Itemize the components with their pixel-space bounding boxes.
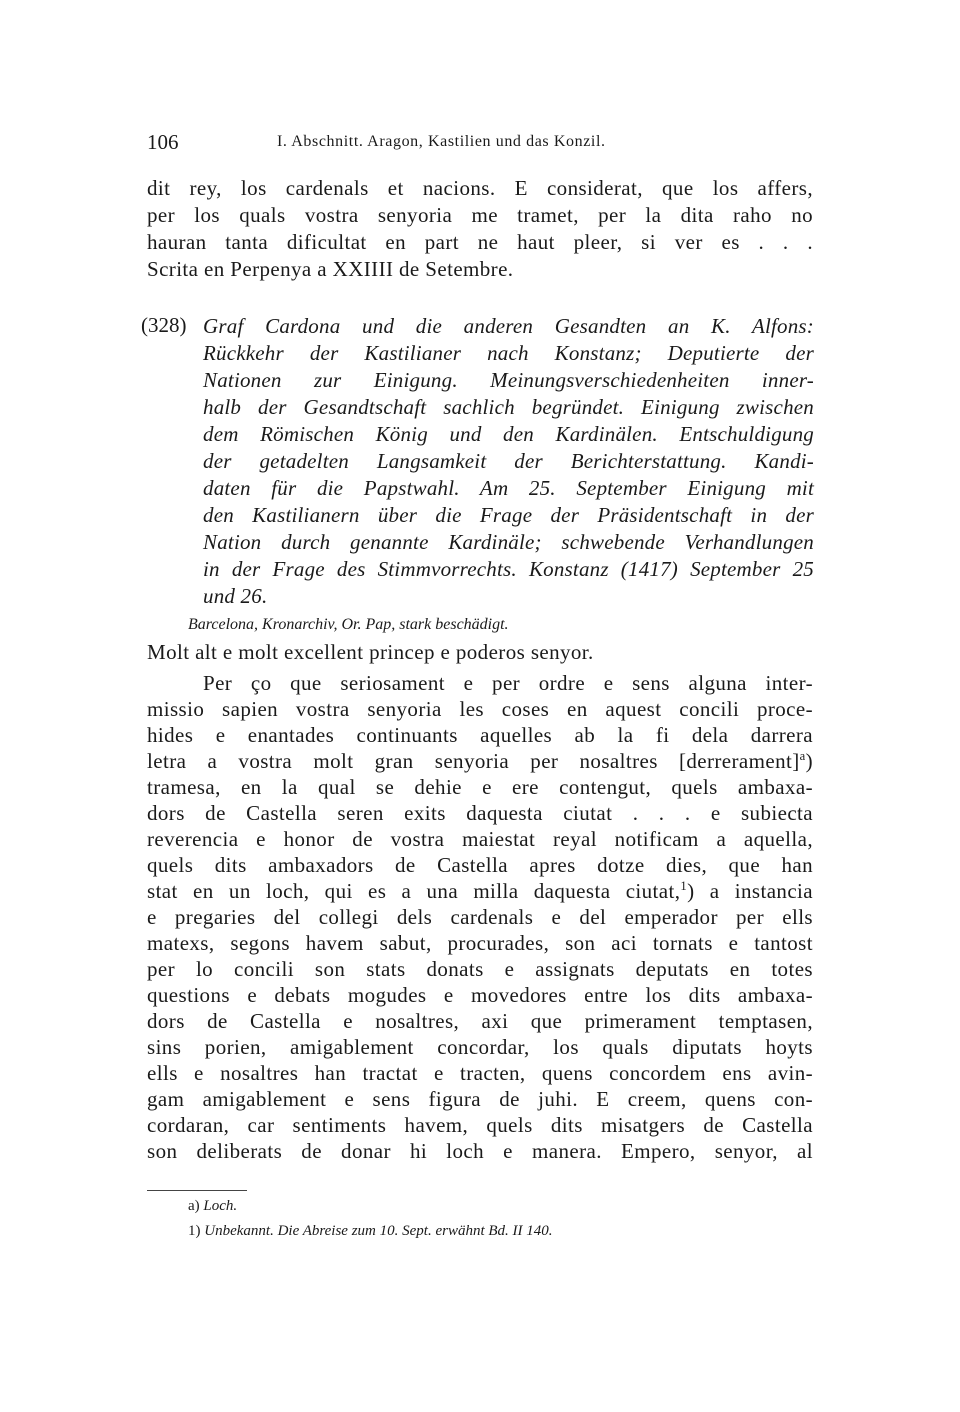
regest-line: den Kastilianern über die Frage der Präsidentschaft in der: [203, 503, 814, 527]
regest-line: Graf Cardona und die anderen Gesandten an K. Alfons:: [203, 314, 814, 338]
text-line-content: letra a vostra molt gran senyoria per nosaltres [derrerament]: [147, 749, 800, 773]
page-header: [147, 130, 817, 160]
salutation: Molt alt e molt excellent princep e poderos senyor.: [147, 640, 594, 664]
text-line: matexs, segons havem sabut, procurades, son aci tornats e tantost: [147, 931, 813, 955]
running-head: I. Abschnitt. Aragon, Kastilien und das Konzil.: [277, 133, 606, 150]
text-line: tramesa, en la qual se dehie e ere contengut, quels ambaxa-: [147, 775, 813, 799]
regest-line: Nation durch genannte Kardinäle; schwebende Verhandlungen: [203, 530, 814, 554]
text-line: ells e nosaltres han tractat e tracten, quens concordem ens avin-: [147, 1061, 813, 1085]
regest-line: daten für die Papstwahl. Am 25. September Einigung mit: [203, 476, 814, 500]
text-line: reverencia e honor de vostra maiestat reyal notificam a aquella,: [147, 827, 813, 851]
page-number: 106: [147, 130, 179, 154]
text-line: per los quals vostra senyoria me tramet, per la dita raho no: [147, 203, 813, 227]
text-line: dors de Castella seren exits daquesta ciutat . . . e subiecta: [147, 801, 813, 825]
archival-source: Barcelona, Kronarchiv, Or. Pap, stark beschädigt.: [188, 616, 509, 633]
text-line: dit rey, los cardenals et nacions. E considerat, que los affers,: [147, 176, 813, 200]
footnote: [188, 1198, 237, 1215]
text-line: cordaran, car sentiments havem, quels dits misatgers de Castella: [147, 1113, 813, 1137]
document-number: (328): [141, 313, 187, 337]
regest-line: in der Frage des Stimmvorrechts. Konstanz (1417) September 25: [203, 557, 814, 581]
footnote-text: Unbekannt. Die Abreise zum 10. Sept. erwähnt Bd. II 140.: [204, 1223, 553, 1239]
text-line: Scrita en Perpenya a XXIIII de Setembre.: [147, 257, 514, 281]
text-line: Per ço que seriosament e per ordre e sens alguna inter-: [203, 671, 813, 695]
text-line: letra a vostra molt gran senyoria per nosaltres [derrerament]$^a$): [147, 749, 813, 773]
footnote-mark: 1): [188, 1223, 201, 1239]
text-line: son deliberats de donar hi loch e manera. Empero, senyor, al: [147, 1139, 813, 1163]
regest-line: der getadelten Langsamkeit der Berichterstattung. Kandi-: [203, 449, 814, 473]
footnote-text: Loch.: [203, 1198, 238, 1214]
text-line: hides e enantades continuants aquelles ab la fi dela darrera: [147, 723, 813, 747]
text-line: dors de Castella e nosaltres, axi que primerament temptasen,: [147, 1009, 813, 1033]
text-line: gam amigablement e sens figura de juhi. E creem, quens con-: [147, 1087, 813, 1111]
regest-line: und 26.: [203, 584, 268, 608]
regest-line: dem Römischen König und den Kardinälen. Entschuldigung: [203, 422, 814, 446]
footnote-ref: 1: [680, 879, 688, 893]
text-line: per lo concili son stats donats e assignats deputats en totes: [147, 957, 813, 981]
footnote-ref: a: [799, 749, 806, 763]
text-line: e pregaries del collegi dels cardenals e del emperador per ells: [147, 905, 813, 929]
footnote-divider: [147, 1190, 247, 1191]
text-line-content: stat en un loch, qui es a una milla daquesta ciutat,: [147, 879, 681, 903]
regest-line: Rückkehr der Kastilianer nach Konstanz; Deputierte der: [203, 341, 814, 365]
footnote-mark: a): [188, 1198, 200, 1214]
text-line: hauran tanta dificultat en part ne haut pleer, si ver es . . .: [147, 230, 813, 254]
footnote: [188, 1223, 553, 1240]
text-line: stat en un loch, qui es a una milla daquesta ciutat,$^1$) a instancia: [147, 879, 814, 903]
text-line: sins porien, amigablement concordar, los quals diputats hoyts: [147, 1035, 813, 1059]
regest-line: Nationen zur Einigung. Meinungsverschiedenheiten inner-: [203, 368, 814, 392]
text-line: questions e debats mogudes e movedores entre los dits ambaxa-: [147, 983, 813, 1007]
text-line: quels dits ambaxadors de Castella apres dotze dies, que han: [147, 853, 813, 877]
regest-line: halb der Gesandtschaft sachlich begründet. Einigung zwischen: [203, 395, 814, 419]
text-line: missio sapien vostra senyoria les coses en aquest concili proce-: [147, 697, 813, 721]
text-line-content: a instancia: [709, 879, 814, 903]
